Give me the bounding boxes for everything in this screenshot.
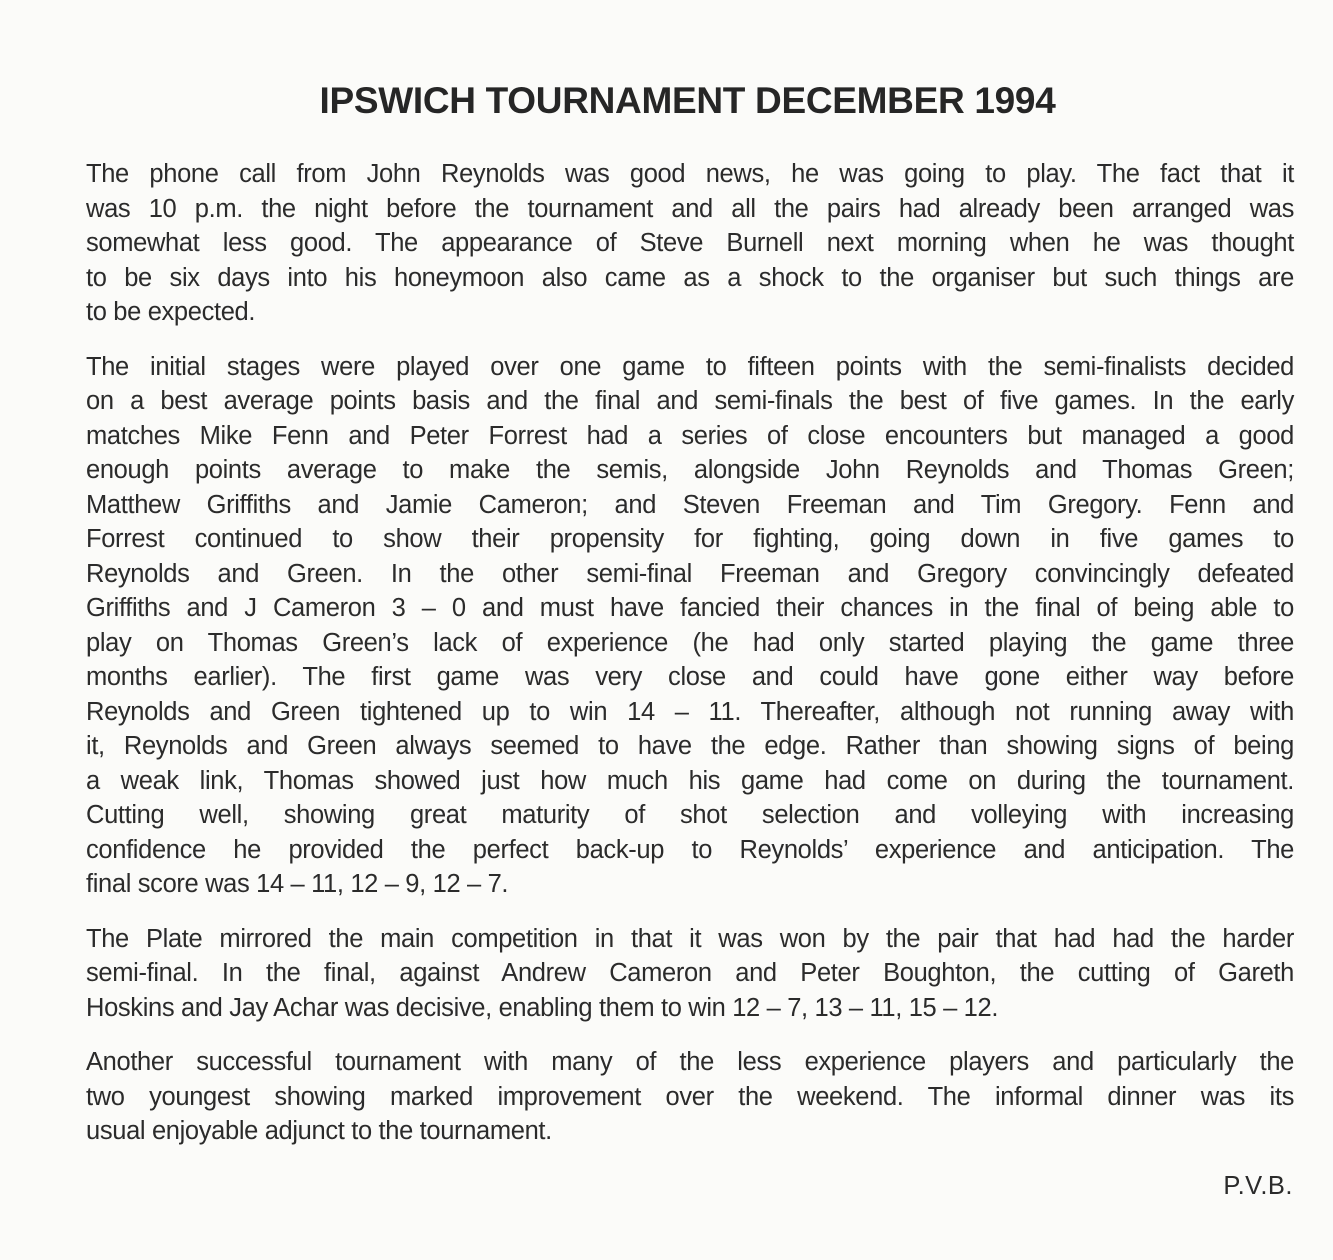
text-line: Hoskins and Jay Achar was decisive, enabling them to win 12 – 7, 13 – 11, 15 – 12. bbox=[86, 993, 999, 1022]
text-line: usual enjoyable adjunct to the tournament. bbox=[86, 1117, 552, 1145]
article-title: IPSWICH TOURNAMENT DECEMBER 1994 bbox=[319, 80, 1056, 121]
text-line: to be six days into his honeymoon also came as a shock to the organiser but such things are bbox=[86, 263, 1294, 292]
article-body bbox=[86, 157, 1294, 1169]
text-line: enough points average to make the semis, alongside John Reynolds and Thomas Green; bbox=[86, 456, 1294, 484]
text-line: matches Mike Fenn and Peter Forrest had a series of close encounters but managed a good bbox=[86, 421, 1294, 450]
text-line: play on Thomas Green’s lack of experience (he had only started playing the game three bbox=[86, 628, 1294, 657]
text-line: a weak link, Thomas showed just how much his game had come on during the tournament. bbox=[86, 766, 1294, 795]
text-line: Reynolds and Green tightened up to win 14 – 11. Thereafter, although not running away with bbox=[86, 697, 1294, 726]
paragraph-main-competition bbox=[86, 350, 1294, 902]
author-signature: P.V.B. bbox=[1223, 1172, 1293, 1200]
text-line: months earlier). The first game was very close and could have gone either way before bbox=[86, 663, 1294, 691]
text-line: Matthew Griffiths and Jamie Cameron; and Steven Freeman and Tim Gregory. Fenn and bbox=[86, 490, 1294, 519]
text-line: Reynolds and Green. In the other semi-final Freeman and Gregory convincingly defeated bbox=[86, 559, 1294, 588]
text-line: Griffiths and J Cameron 3 – 0 and must have fancied their chances in the final of being able to bbox=[86, 594, 1294, 622]
text-line: The phone call from John Reynolds was good news, he was going to play. The fact that it bbox=[86, 160, 1294, 188]
text-line: Cutting well, showing great maturity of shot selection and volleying with increasing bbox=[86, 801, 1294, 829]
text-line: it, Reynolds and Green always seemed to have the edge. Rather than showing signs of being bbox=[86, 732, 1294, 760]
text-line: on a best average points basis and the final and semi-finals the best of five games. In the early bbox=[86, 387, 1294, 415]
text-line: confidence he provided the perfect back-up to Reynolds’ experience and anticipation. The bbox=[86, 835, 1294, 864]
paragraph-closing bbox=[86, 1045, 1294, 1149]
text-line: somewhat less good. The appearance of Steve Burnell next morning when he was thought bbox=[86, 229, 1294, 257]
text-line: to be expected. bbox=[86, 298, 256, 326]
text-line: The Plate mirrored the main competition in that it was won by the pair that had had the harder bbox=[86, 924, 1294, 953]
text-line: was 10 p.m. the night before the tournament and all the pairs had already been arranged was bbox=[86, 194, 1294, 223]
paragraph-intro bbox=[86, 157, 1294, 330]
paragraph-plate bbox=[86, 922, 1294, 1026]
text-line: semi-final. In the final, against Andrew Cameron and Peter Boughton, the cutting of Gareth bbox=[86, 959, 1294, 987]
text-line: two youngest showing marked improvement over the weekend. The informal dinner was its bbox=[86, 1082, 1294, 1111]
text-line: Another successful tournament with many of the less experience players and particularly the bbox=[86, 1048, 1294, 1076]
text-line: The initial stages were played over one game to fifteen points with the semi-finalists decided bbox=[86, 352, 1294, 381]
text-line: Forrest continued to show their propensity for fighting, going down in five games to bbox=[86, 525, 1294, 553]
text-line: final score was 14 – 11, 12 – 9, 12 – 7. bbox=[86, 870, 509, 898]
